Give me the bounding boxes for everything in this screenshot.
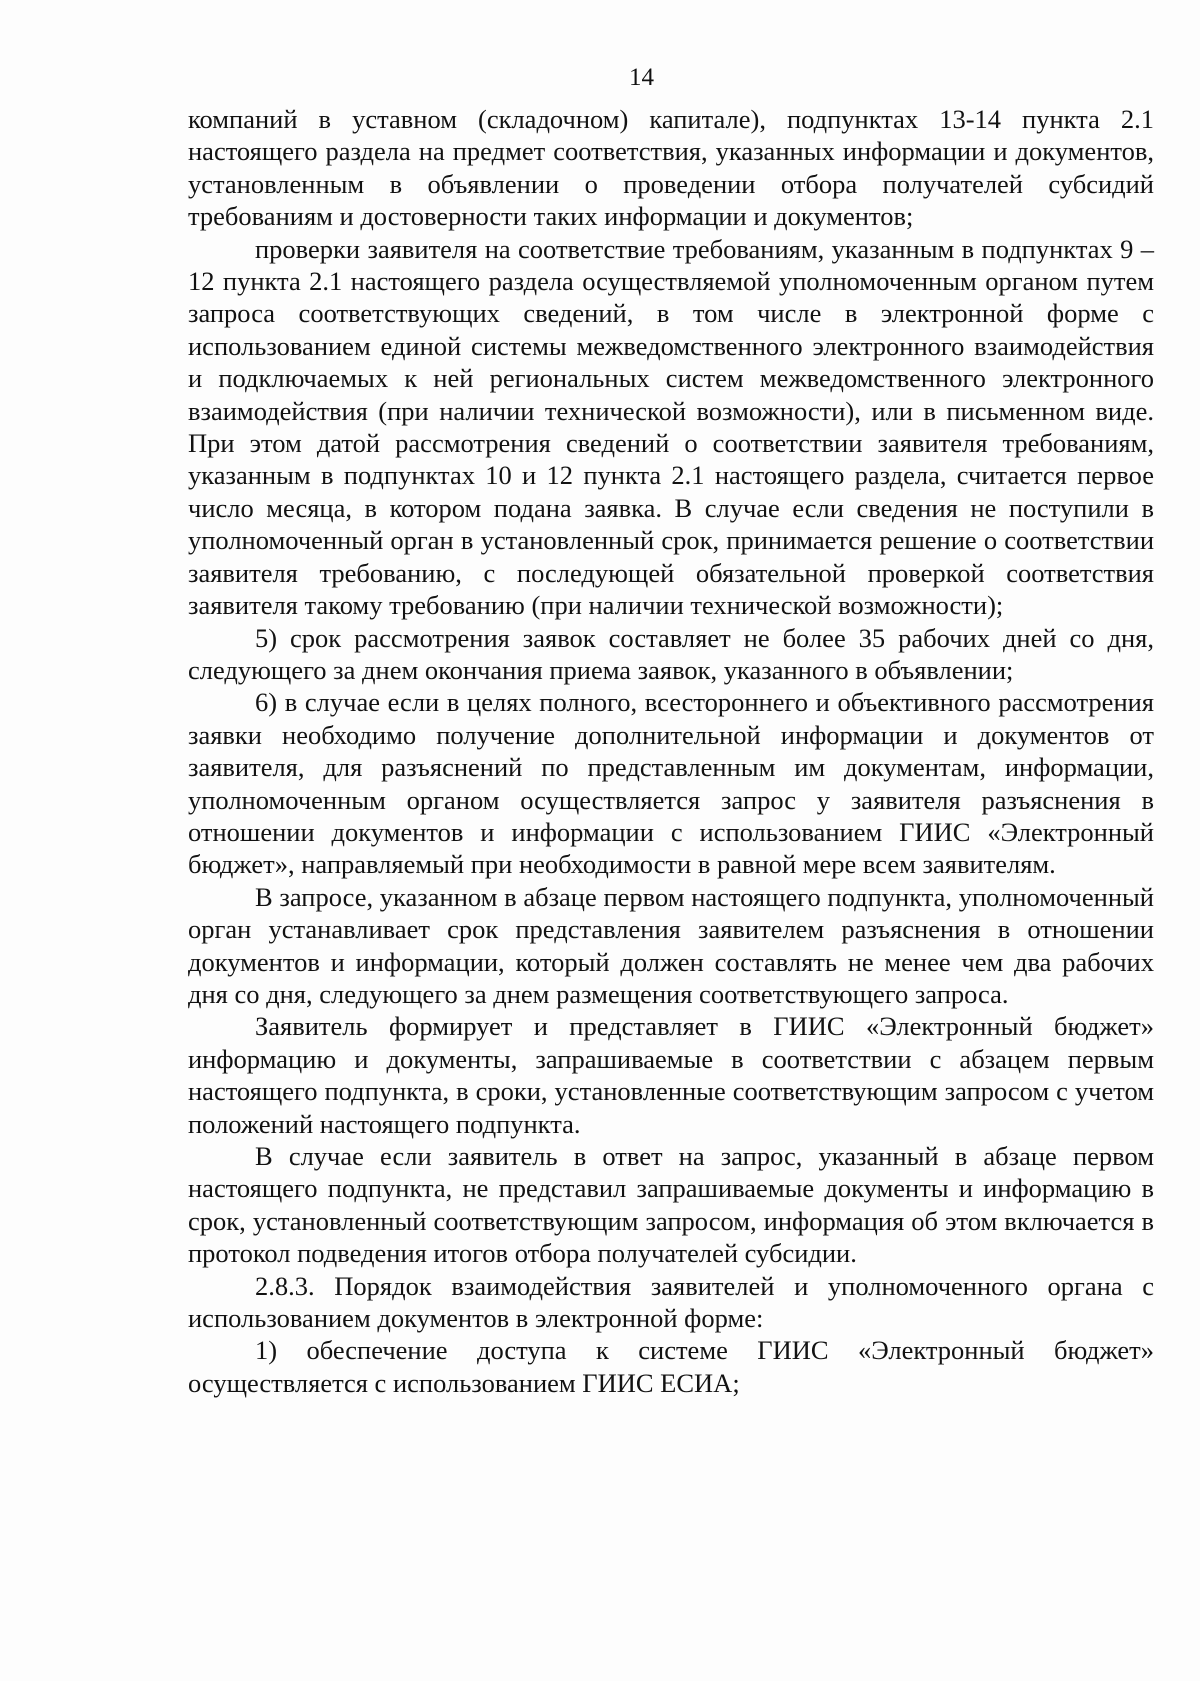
paragraph-item-5: 5) срок рассмотрения заявок составляет не более 35 рабочих дней со дня, следующего за днем окончания приема заявок, указанного в объявлении; — [188, 622, 1154, 685]
document-body — [188, 103, 1154, 1399]
page-number: 14 — [629, 64, 654, 91]
paragraph-section-2-8-3: 2.8.3. Порядок взаимодействия заявителей и уполномоченного органа с использованием документов в электронной форме: — [188, 1270, 1154, 1334]
paragraph-applicant-check: проверки заявителя на соответствие требованиям, указанным в подпунктах 9 – 12 пункта 2.1 настоящего раздела осуществляемой уполномоченным органом путем запроса соответствующих сведений, в том числе в электронной форме с использованием единой системы межведомственного электронного взаимодействия и подключаемых к ней региональных систем межведомственного электронного взаимодействия (при наличии технической возможности), или в письменном виде. При этом датой рассмотрения сведений о соответствии заявителя требованиям, указанным в подпунктах 10 и 12 пункта 2.1 настоящего раздела, считается первое число месяца, в котором подана заявка. В случае если сведения не поступили в уполномоченный орган в установленный срок, принимается решение о соответствии заявителя требованию, с последующей обязательной проверкой соответствия заявителя такому требованию (при наличии технической возможности); — [188, 233, 1154, 621]
paragraph-continuation: компаний в уставном (складочном) капитале), подпунктах 13-14 пункта 2.1 настоящего раздела на предмет соответствия, указанных информации и документов, установленным в объявлении о проведении отбора получателей субсидий требованиям и достоверности таких информации и документов; — [188, 104, 1154, 232]
paragraph-item-6: 6) в случае если в целях полного, всестороннего и объективного рассмотрения заявки необходимо получение дополнительной информации и документов от заявителя, для разъяснений по представленным им документам, информации, уполномоченным органом осуществляется запрос у заявителя разъяснения в отношении документов и информации с использованием ГИИС «Электронный бюджет», направляемый при необходимости в равной мере всем заявителям. — [188, 687, 1154, 880]
paragraph-item-1: 1) обеспечение доступа к системе ГИИС «Электронный бюджет» осуществляется с использованием ГИИС ЕСИА; — [188, 1335, 1154, 1398]
paragraph-request-term: В запросе, указанном в абзаце первом настоящего подпункта, уполномоченный орган устанавливает срок представления заявителем разъяснения в отношении документов и информации, который должен составлять не менее чем два рабочих дня со дня, следующего за днем размещения соответствующего запроса. — [188, 881, 1154, 1009]
paragraph-applicant-submits: Заявитель формирует и представляет в ГИИС «Электронный бюджет» информацию и документы, запрашиваемые в соответствии с абзацем первым настоящего подпункта, в сроки, установленные соответствующим запросом с учетом положений настоящего подпункта. — [188, 1011, 1154, 1139]
paragraph-no-response: В случае если заявитель в ответ на запрос, указанный в абзаце первом настоящего подпункта, не представил запрашиваемые документы и информацию в срок, установленный соответствующим запросом, информация об этом включается в протокол подведения итогов отбора получателей субсидии. — [188, 1141, 1154, 1269]
